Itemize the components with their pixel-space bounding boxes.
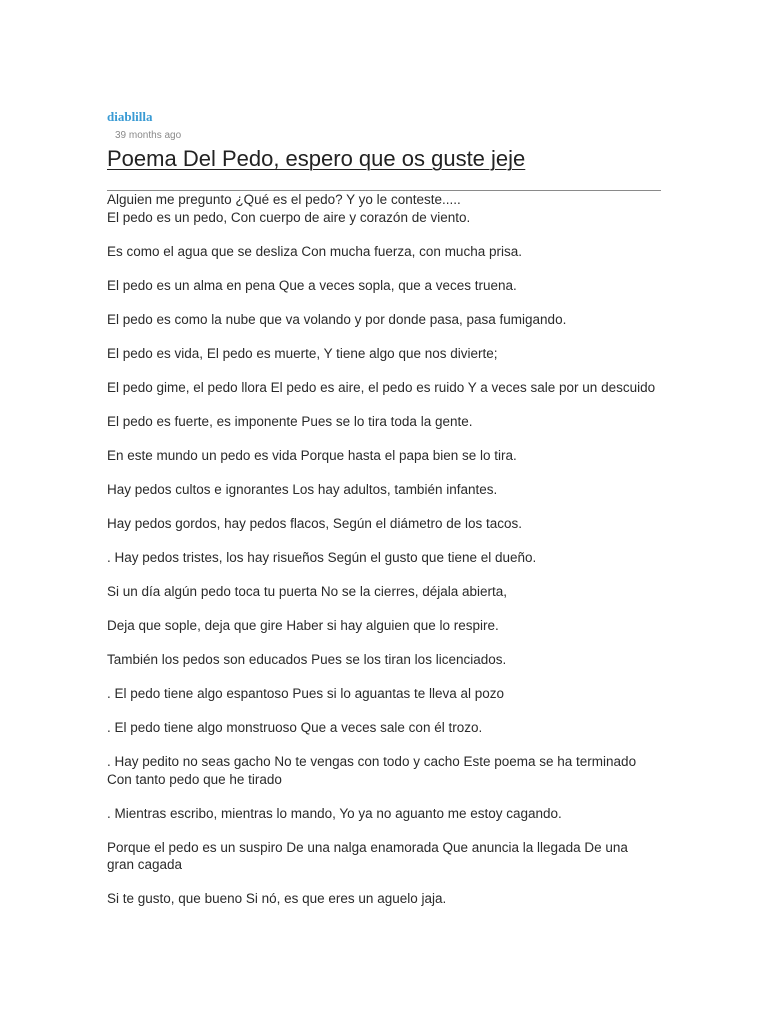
poem-paragraph: . El pedo tiene algo espantoso Pues si lo aguantas te lleva al pozo bbox=[107, 686, 505, 701]
poem-intro-line-1: Alguien me pregunto ¿Qué es el pedo? Y yo le conteste..... bbox=[107, 192, 461, 207]
poem-paragraph: El pedo gime, el pedo llora El pedo es aire, el pedo es ruido Y a veces sale por un descuido bbox=[107, 380, 656, 395]
poem-intro bbox=[107, 191, 657, 226]
poem-paragraph: En este mundo un pedo es vida Porque hasta el papa bien se lo tira. bbox=[107, 448, 517, 463]
poem-paragraph: Deja que sople, deja que gire Haber si hay alguien que lo respire. bbox=[107, 618, 499, 633]
poem-paragraph: Hay pedos gordos, hay pedos flacos, Según el diámetro de los tacos. bbox=[107, 516, 522, 531]
poem-paragraph: El pedo es un alma en pena Que a veces sopla, que a veces truena. bbox=[107, 278, 517, 293]
poem-body bbox=[107, 191, 657, 924]
author-link[interactable]: diablilla bbox=[107, 109, 153, 124]
poem-paragraph: . Mientras escribo, mientras lo mando, Yo ya no aguanto me estoy cagando. bbox=[107, 805, 562, 821]
poem-paragraph: . Hay pedos tristes, los hay risueños Según el gusto que tiene el dueño. bbox=[107, 550, 537, 565]
poem-paragraph: El pedo es fuerte, es imponente Pues se lo tira toda la gente. bbox=[107, 414, 473, 429]
poem-paragraph: Porque el pedo es un suspiro De una nalga enamorada Que anuncia la llegada De una gran cagada bbox=[107, 839, 628, 872]
poem-paragraph: También los pedos son educados Pues se los tiran los licenciados. bbox=[107, 652, 507, 667]
poem-intro-line-2: El pedo es un pedo, Con cuerpo de aire y corazón de viento. bbox=[107, 209, 471, 225]
poem-paragraph: Si un día algún pedo toca tu puerta No se la cierres, déjala abierta, bbox=[107, 584, 508, 599]
post-title: Poema Del Pedo, espero que os guste jeje bbox=[107, 146, 526, 171]
post-timestamp: 39 months ago bbox=[115, 130, 182, 141]
poem-paragraph: . El pedo tiene algo monstruoso Que a veces sale con él trozo. bbox=[107, 720, 483, 735]
poem-paragraph: . Hay pedito no seas gacho No te vengas con todo y cacho Este poema se ha terminado Con tanto pedo que he tirado bbox=[107, 754, 637, 787]
poem-paragraph: Hay pedos cultos e ignorantes Los hay adultos, también infantes. bbox=[107, 482, 498, 497]
poem-paragraph: Si te gusto, que bueno Si nó, es que eres un aguelo jaja. bbox=[107, 891, 447, 906]
poem-paragraph: Es como el agua que se desliza Con mucha fuerza, con mucha prisa. bbox=[107, 244, 522, 259]
poem-paragraph: El pedo es vida, El pedo es muerte, Y tiene algo que nos divierte; bbox=[107, 346, 498, 361]
poem-paragraph: El pedo es como la nube que va volando y por donde pasa, pasa fumigando. bbox=[107, 312, 567, 327]
